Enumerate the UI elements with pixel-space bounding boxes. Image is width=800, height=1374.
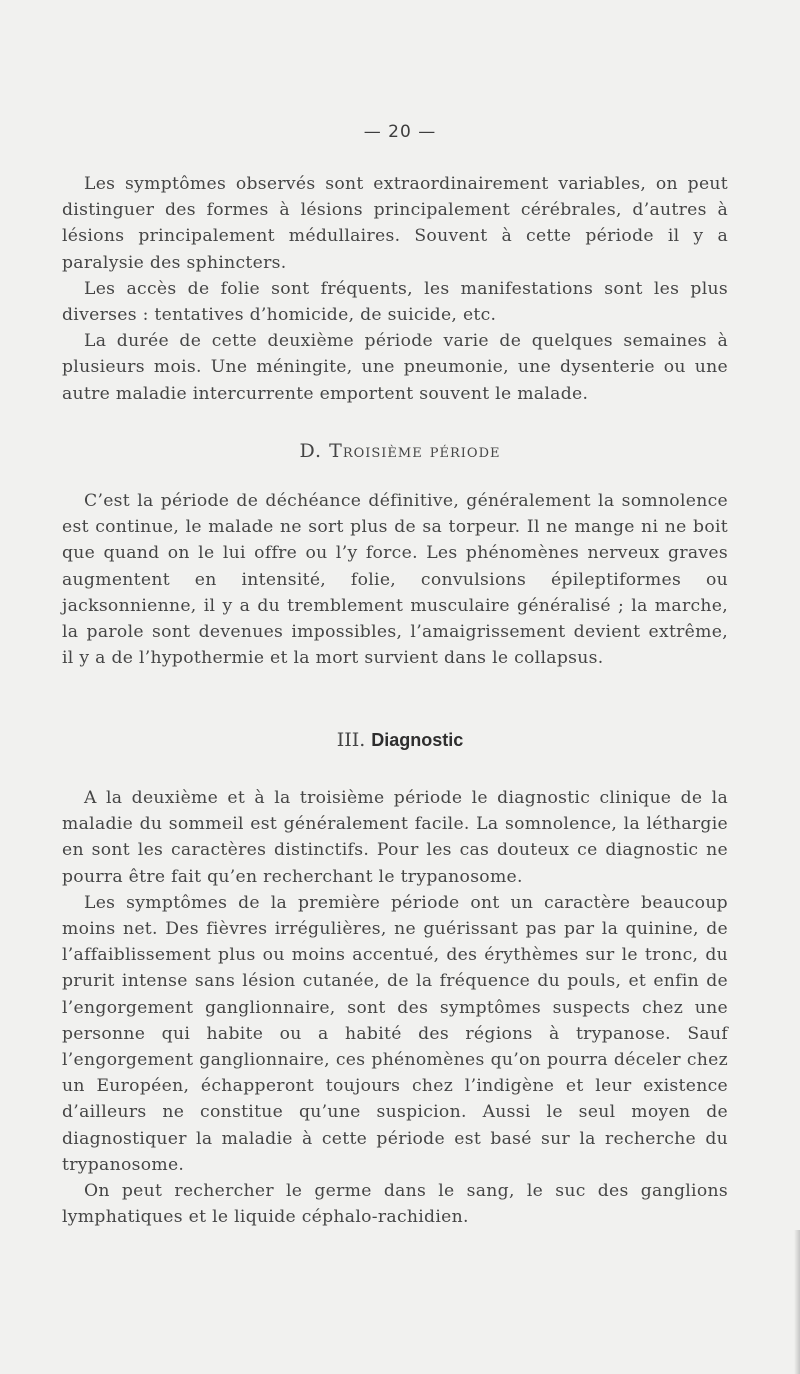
paragraph: Les accès de folie sont fréquents, les manifestations sont les plus diverses : tentatives d’homicide, de suicide, etc. [62,278,728,326]
section-iii-body [62,785,728,1230]
section-d-heading [0,440,800,462]
section-d-body [62,488,728,671]
page-edge-shadow [794,1230,800,1374]
section-c-body [62,171,728,407]
section-iii-title: Diagnostic [371,730,464,750]
section-d-letter: D. [299,440,323,462]
paragraph: On peut rechercher le germe dans le sang, le suc des ganglions lymphatiques et le liquide céphalo-rachidien. [62,1181,728,1228]
section-iii-heading [0,729,800,751]
page-number: — 20 — [363,122,437,142]
paragraph: Les symptômes observés sont extraordinairement variables, on peut distinguer des formes à lésions principalement cérébrales, d’autres à lésions principalement médullaires. Souvent à cette période il y a paralysie des sphincters. [62,174,728,273]
section-d-title: Troisième période [329,440,501,462]
section-iii-numeral: III. [336,729,366,751]
paragraph: La durée de cette deuxième période varie de quelques semaines à plusieurs mois. Une méningite, une pneumonie, une dysenterie ou une autre maladie intercurrente emportent souvent le malade. [62,331,728,404]
paragraph: A la deuxième et à la troisième période le diagnostic clinique de la maladie du sommeil est généralement facile. La somnolence, la léthargie en sont les caractères distinctifs. Pour les cas douteux ce diagnostic ne pourra être fait qu’en recherchant le trypanosome. [62,788,728,887]
paragraph: Les symptômes de la première période ont un caractère beaucoup moins net. Des fièvres irrégulières, ne guérissant pas par la quinine, de l’affaiblissement plus ou moins accentué, des érythèmes sur le tronc, du prurit intense sans lésion cutanée, de la fréquence du pouls, et enfin de l’engorgement ganglionnaire, sont des symptômes suspects chez une personne qui habite ou a habité des régions à trypanose. Sauf l’engorgement ganglionnaire, ces phénomènes qu’on pourra déceler chez un Européen, échapperont toujours chez l’indigène et leur existence d’ailleurs ne constitue qu’une suspicion. Aussi le seul moyen de diagnostiquer la maladie à cette période est basé sur la recherche du trypanosome. [62,892,728,1175]
paragraph: C’est la période de déchéance définitive, généralement la somnolence est continue, le malade ne sort plus de sa torpeur. Il ne mange ni ne boit que quand on le lui offre ou l’y force. Les phénomènes nerveux graves augmentent en intensité, folie, convulsions épileptiformes ou jacksonnienne, il y a du tremblement musculaire généralisé ; la marche, la parole sont devenues impossibles, l’amaigrissement devient extrême, il y a de l’hypothermie et la mort survient dans le collapsus. [62,491,728,669]
